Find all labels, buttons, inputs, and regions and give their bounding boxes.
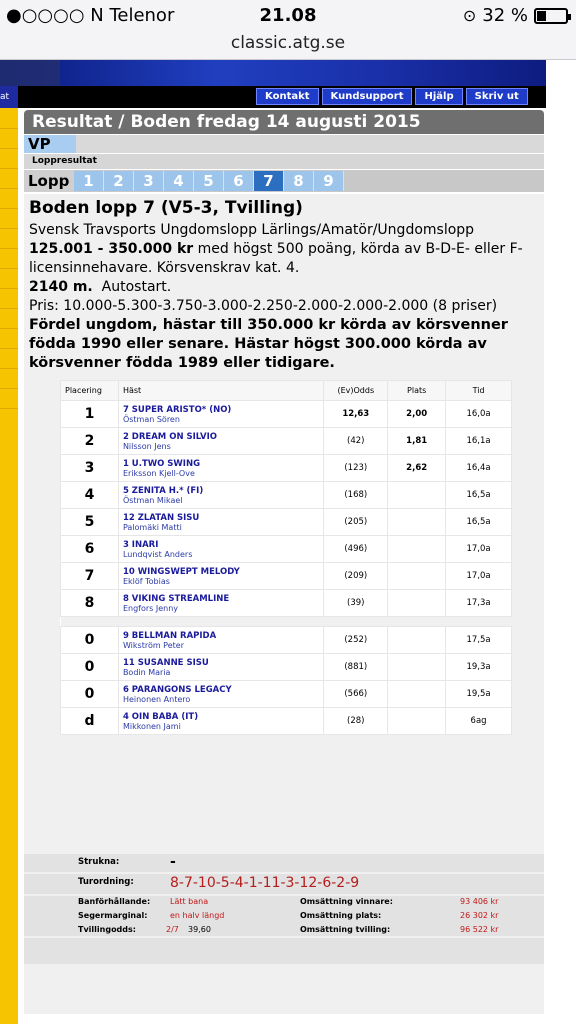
page-title: Resultat / Boden fredag 14 augusti 2015	[24, 110, 544, 134]
race-prizes: Pris: 10.000-5.300-3.750-3.000-2.250-2.000-2.000-2.000 (8 priser)	[29, 298, 498, 314]
driver-link[interactable]: Wikström Peter	[122, 640, 184, 650]
status-right	[463, 5, 568, 26]
nav-left-label[interactable]: at	[0, 86, 18, 108]
odds-cell: 12,63	[324, 401, 388, 428]
nav-kundsupport-link[interactable]: Kundsupport	[322, 88, 413, 105]
horse-cell	[118, 563, 323, 590]
nav-hjalp-link[interactable]: Hjälp	[415, 88, 462, 105]
odds-cell: (209)	[324, 563, 388, 590]
oms-tvilling-value: 96 522 kr	[460, 925, 499, 934]
horse-cell	[118, 536, 323, 563]
status-bar	[0, 0, 576, 32]
horse-link[interactable]: 1 U.TWO SWING	[122, 458, 201, 469]
table-row	[61, 627, 512, 654]
table-row	[61, 509, 512, 536]
strukna-row	[24, 854, 544, 872]
results-table	[60, 380, 512, 735]
info-footer	[24, 938, 544, 964]
race-conditions	[29, 240, 541, 278]
plats-cell: 2,62	[388, 455, 446, 482]
plats-cell	[388, 536, 446, 563]
table-row	[61, 428, 512, 455]
plats-cell	[388, 708, 446, 735]
main-panel	[22, 108, 546, 1024]
table-row	[61, 455, 512, 482]
plats-cell: 2,00	[388, 401, 446, 428]
header-odds: (Ev)Odds	[324, 381, 388, 401]
plats-cell	[388, 654, 446, 681]
plats-cell	[388, 627, 446, 654]
place-cell: 0	[61, 654, 119, 681]
oms-plats-label: Omsättning plats:	[300, 911, 382, 920]
horse-link[interactable]: 5 ZENITA H.* (FI)	[122, 485, 204, 496]
race-distance: 2140 m.	[29, 279, 93, 295]
vp-tab[interactable]: VP	[24, 135, 76, 153]
driver-link[interactable]: Mikkonen Jami	[122, 721, 181, 731]
turordning-value: 8-7-10-5-4-1-11-3-12-6-2-9	[170, 875, 360, 891]
stats-block	[24, 896, 544, 936]
side-menu-bar	[0, 108, 18, 1024]
odds-cell: (566)	[324, 681, 388, 708]
driver-link[interactable]: Lundqvist Anders	[122, 549, 193, 559]
driver-link[interactable]: Heinonen Antero	[122, 694, 191, 704]
driver-link[interactable]: Nilsson Jens	[122, 441, 171, 451]
driver-link[interactable]: Östman Sören	[122, 414, 180, 424]
oms-vinnare-value: 93 406 kr	[460, 897, 499, 906]
tvilling-combo: 2/7	[166, 925, 179, 934]
place-cell: 4	[61, 482, 119, 509]
tid-cell: 16,0a	[446, 401, 512, 428]
strukna-label: Strukna:	[78, 857, 120, 867]
table-row	[61, 708, 512, 735]
tab-lopp-9[interactable]: 9	[314, 171, 344, 191]
banner-logo	[0, 60, 60, 86]
horse-cell	[118, 681, 323, 708]
horse-cell	[118, 708, 323, 735]
tvilling-label: Tvillingodds:	[78, 925, 136, 934]
tvilling-value: 39,60	[188, 925, 211, 934]
table-row	[61, 563, 512, 590]
horse-cell	[118, 654, 323, 681]
url-bar[interactable]: classic.atg.se	[0, 32, 576, 60]
race-tabs	[24, 170, 544, 192]
race-content	[24, 194, 544, 1014]
tid-cell: 6ag	[446, 708, 512, 735]
driver-link[interactable]: Eriksson Kjell-Ove	[122, 468, 195, 478]
turordning-row	[24, 874, 544, 894]
tid-cell: 16,5a	[446, 482, 512, 509]
horse-link[interactable]: 10 WINGSWEPT MELODY	[122, 566, 240, 577]
place-cell: 3	[61, 455, 119, 482]
race-category: Svensk Travsports Ungdomslopp Lärlings/Amatör/Ungdomslopp	[29, 222, 475, 238]
horse-cell	[118, 509, 323, 536]
horse-link[interactable]: 7 SUPER ARISTO* (NO)	[122, 404, 232, 415]
place-cell: 8	[61, 590, 119, 617]
horse-link[interactable]: 12 ZLATAN SISU	[122, 512, 200, 523]
tid-cell: 17,5a	[446, 627, 512, 654]
seger-value: en halv längd	[170, 911, 225, 920]
odds-cell: (28)	[324, 708, 388, 735]
tid-cell: 16,4a	[446, 455, 512, 482]
tid-cell: 16,1a	[446, 428, 512, 455]
vp-bar	[76, 135, 544, 153]
tid-cell: 19,5a	[446, 681, 512, 708]
tab-lopp-5[interactable]: 5	[194, 171, 224, 191]
horse-link[interactable]: 8 VIKING STREAMLINE	[122, 593, 230, 604]
tid-cell: 19,3a	[446, 654, 512, 681]
nav-skriv-ut-link[interactable]: Skriv ut	[466, 88, 528, 105]
race-advantage: Fördel ungdom, hästar till 350.000 kr körda av körsvenner födda 1990 eller senare. Hästar högst 300.000 körda av körsvenner födda 1989 eller tidigare.	[29, 317, 508, 371]
plats-cell	[388, 590, 446, 617]
header-tid: Tid	[446, 381, 512, 401]
section-label: Loppresultat	[24, 154, 544, 169]
tab-lopp-2[interactable]: 2	[104, 171, 134, 191]
plats-cell	[388, 681, 446, 708]
odds-cell: (123)	[324, 455, 388, 482]
odds-cell: (39)	[324, 590, 388, 617]
bana-value: Lätt bana	[170, 897, 209, 906]
horse-cell	[118, 590, 323, 617]
tab-lopp-3[interactable]: 3	[134, 171, 164, 191]
battery-percent: 32 %	[482, 5, 528, 26]
plats-cell	[388, 509, 446, 536]
table-row	[61, 681, 512, 708]
horse-link[interactable]: 4 OIN BABA (IT)	[122, 711, 199, 722]
header-plats: Plats	[388, 381, 446, 401]
prize-range-rest: med högst 500 poäng, körda av B-D-E- eller F- licensinnehavare. Körsvenskrav kat. 4.	[29, 241, 523, 276]
odds-cell: (42)	[324, 428, 388, 455]
tid-cell: 16,5a	[446, 509, 512, 536]
table-row	[61, 590, 512, 617]
prize-range: 125.001 - 350.000 kr	[29, 241, 194, 257]
strukna-value: -	[170, 854, 176, 870]
table-header-row	[61, 381, 512, 401]
table-gap	[61, 617, 512, 627]
oms-plats-value: 26 302 kr	[460, 911, 499, 920]
table-row	[61, 401, 512, 428]
tab-lopp-7[interactable]: 7	[254, 171, 284, 191]
driver-link[interactable]: Bodin Maria	[122, 667, 171, 677]
plats-cell	[388, 563, 446, 590]
carrier-label: ●○○○○ N Telenor	[6, 5, 175, 26]
horse-cell	[118, 428, 323, 455]
driver-link[interactable]: Östman Mikael	[122, 495, 183, 505]
horse-link[interactable]: 11 SUSANNE SISU	[122, 657, 209, 668]
horse-cell	[118, 482, 323, 509]
race-start: Autostart.	[101, 279, 172, 295]
tab-lopp-4[interactable]: 4	[164, 171, 194, 191]
battery-icon	[534, 8, 568, 24]
horse-link[interactable]: 6 PARANGONS LEGACY	[122, 684, 232, 695]
nav-kontakt-link[interactable]: Kontakt	[256, 88, 319, 105]
horse-link[interactable]: 3 INARI	[122, 539, 159, 550]
place-cell: 0	[61, 681, 119, 708]
lopp-label: Lopp	[24, 170, 74, 192]
seger-label: Segermarginal:	[78, 911, 148, 920]
top-nav	[0, 86, 546, 108]
rotation-lock-icon: ⊙	[462, 6, 477, 25]
header-hast: Häst	[118, 381, 323, 401]
place-cell: 2	[61, 428, 119, 455]
tid-cell: 17,3a	[446, 590, 512, 617]
place-cell: 7	[61, 563, 119, 590]
odds-cell: (205)	[324, 509, 388, 536]
table-row	[61, 536, 512, 563]
site-banner	[0, 60, 546, 86]
place-cell: d	[61, 708, 119, 735]
horse-cell	[118, 401, 323, 428]
place-cell: 6	[61, 536, 119, 563]
clock: 21.08	[259, 5, 317, 26]
driver-link[interactable]: Eklöf Tobias	[122, 576, 170, 586]
tid-cell: 17,0a	[446, 536, 512, 563]
horse-link[interactable]: 9 BELLMAN RAPIDA	[122, 630, 217, 641]
oms-vinnare-label: Omsättning vinnare:	[300, 897, 393, 906]
odds-cell: (168)	[324, 482, 388, 509]
plats-cell: 1,81	[388, 428, 446, 455]
header-placering: Placering	[61, 381, 119, 401]
driver-link[interactable]: Palomäki Matti	[122, 522, 182, 532]
table-row	[61, 482, 512, 509]
race-distance-line	[29, 278, 541, 297]
place-cell: 1	[61, 401, 119, 428]
odds-cell: (496)	[324, 536, 388, 563]
place-cell: 5	[61, 509, 119, 536]
driver-link[interactable]: Engfors Jenny	[122, 603, 179, 613]
horse-cell	[118, 627, 323, 654]
place-cell: 0	[61, 627, 119, 654]
tab-lopp-6[interactable]: 6	[224, 171, 254, 191]
odds-cell: (252)	[324, 627, 388, 654]
table-row	[61, 654, 512, 681]
tid-cell: 17,0a	[446, 563, 512, 590]
odds-cell: (881)	[324, 654, 388, 681]
tab-lopp-8[interactable]: 8	[284, 171, 314, 191]
tab-lopp-1[interactable]: 1	[74, 171, 104, 191]
horse-link[interactable]: 2 DREAM ON SILVIO	[122, 431, 218, 442]
horse-cell	[118, 455, 323, 482]
plats-cell	[388, 482, 446, 509]
oms-tvilling-label: Omsättning tvilling:	[300, 925, 391, 934]
race-title: Boden lopp 7 (V5-3, Tvilling)	[29, 198, 303, 218]
bana-label: Banförhållande:	[78, 897, 151, 906]
turordning-label: Turordning:	[78, 877, 134, 887]
